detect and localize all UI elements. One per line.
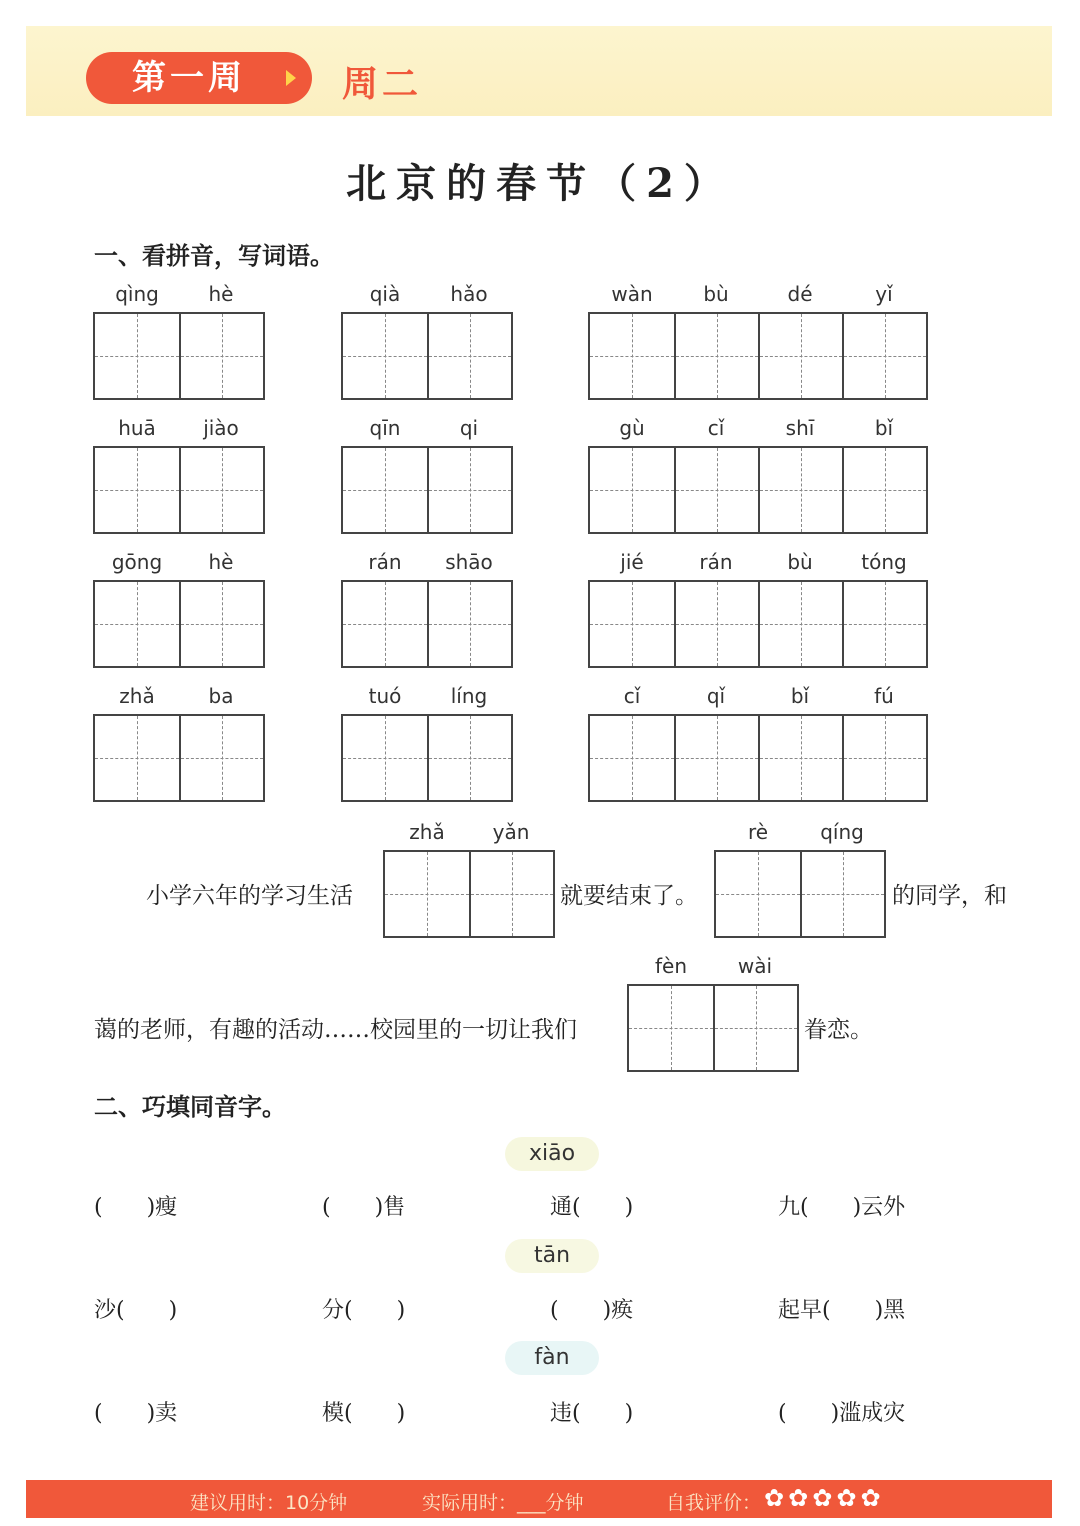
pinyin-label: zhǎ bbox=[409, 820, 445, 844]
writing-cell[interactable] bbox=[842, 716, 926, 800]
pinyin-label: wàn bbox=[611, 282, 653, 306]
writing-cell[interactable] bbox=[590, 716, 674, 800]
writing-grid[interactable] bbox=[341, 714, 513, 802]
writing-grid[interactable] bbox=[341, 580, 513, 668]
pinyin-label: líng bbox=[450, 684, 488, 708]
writing-cell[interactable] bbox=[674, 448, 758, 532]
writing-cell[interactable] bbox=[427, 582, 511, 666]
writing-grid[interactable] bbox=[588, 714, 928, 802]
pinyin-label: bǐ bbox=[874, 416, 894, 440]
fill-blank-item[interactable]: 通( ) bbox=[550, 1195, 634, 1220]
pinyin-label: fú bbox=[874, 684, 894, 708]
page-title: 北京的春节（2） bbox=[346, 160, 734, 207]
writing-cell[interactable] bbox=[716, 852, 800, 936]
writing-cell[interactable] bbox=[842, 314, 926, 398]
fill-blank-item[interactable]: 分( ) bbox=[322, 1298, 406, 1323]
pinyin-label: rán bbox=[368, 550, 402, 574]
actual-time: 实际用时：___分钟 bbox=[422, 1492, 584, 1514]
sentence-part3: 的同学，和 bbox=[892, 883, 1007, 909]
pinyin-label: qíng bbox=[820, 820, 864, 844]
pinyin-pill-xiao: xiāo bbox=[505, 1137, 599, 1171]
writing-grid[interactable] bbox=[588, 580, 928, 668]
writing-cell[interactable] bbox=[590, 448, 674, 532]
fill-blank-item[interactable]: 违( ) bbox=[550, 1401, 634, 1426]
week-badge: 第一周 bbox=[86, 52, 312, 104]
pinyin-pill-tan: tān bbox=[505, 1239, 599, 1273]
writing-cell[interactable] bbox=[95, 582, 179, 666]
fill-blank-item[interactable]: 起早( )黑 bbox=[778, 1298, 906, 1323]
day-label: 周二 bbox=[342, 64, 423, 105]
sentence-part4: 蔼的老师，有趣的活动……校园里的一切让我们 bbox=[94, 1017, 577, 1043]
play-arrow-icon bbox=[286, 70, 296, 86]
sentence-writing-grid[interactable] bbox=[714, 850, 886, 938]
writing-grid[interactable] bbox=[93, 714, 265, 802]
sentence-writing-grid[interactable] bbox=[383, 850, 555, 938]
fill-blank-item[interactable]: 九( )云外 bbox=[778, 1195, 906, 1220]
writing-grid[interactable] bbox=[588, 446, 928, 534]
writing-cell[interactable] bbox=[95, 314, 179, 398]
writing-cell[interactable] bbox=[674, 314, 758, 398]
writing-cell[interactable] bbox=[842, 448, 926, 532]
fill-blank-item[interactable]: ( )售 bbox=[322, 1195, 406, 1220]
writing-grid[interactable] bbox=[93, 580, 265, 668]
pinyin-label: tuó bbox=[368, 684, 402, 708]
pinyin-label: dé bbox=[787, 282, 813, 306]
fill-blank-item[interactable]: 模( ) bbox=[322, 1401, 406, 1426]
writing-cell[interactable] bbox=[674, 716, 758, 800]
writing-cell[interactable] bbox=[629, 986, 713, 1070]
writing-cell[interactable] bbox=[427, 448, 511, 532]
writing-cell[interactable] bbox=[343, 716, 427, 800]
fill-blank-item[interactable]: ( )瘦 bbox=[94, 1195, 178, 1220]
section2-heading: 二、巧填同音字。 bbox=[94, 1093, 286, 1121]
fill-blank-item[interactable]: ( )痪 bbox=[550, 1298, 634, 1323]
pinyin-label: rè bbox=[747, 820, 769, 844]
writing-cell[interactable] bbox=[427, 314, 511, 398]
pinyin-label: hè bbox=[208, 282, 234, 306]
writing-grid[interactable] bbox=[588, 312, 928, 400]
writing-grid[interactable] bbox=[341, 312, 513, 400]
pinyin-pill-fan: fàn bbox=[505, 1341, 599, 1375]
fill-blank-item[interactable]: ( )卖 bbox=[94, 1401, 178, 1426]
writing-cell[interactable] bbox=[343, 448, 427, 532]
writing-cell[interactable] bbox=[179, 582, 263, 666]
pinyin-label: rán bbox=[699, 550, 733, 574]
pinyin-label: qìng bbox=[115, 282, 159, 306]
sentence-part5: 眷恋。 bbox=[804, 1017, 873, 1043]
writing-cell[interactable] bbox=[179, 314, 263, 398]
fill-blank-item[interactable]: ( )滥成灾 bbox=[778, 1401, 906, 1426]
writing-cell[interactable] bbox=[343, 582, 427, 666]
writing-cell[interactable] bbox=[427, 716, 511, 800]
pinyin-label: qīn bbox=[369, 416, 401, 440]
pinyin-label: bǐ bbox=[790, 684, 810, 708]
writing-cell[interactable] bbox=[800, 852, 884, 936]
writing-cell[interactable] bbox=[385, 852, 469, 936]
pinyin-label: ba bbox=[208, 684, 234, 708]
writing-grid[interactable] bbox=[93, 446, 265, 534]
pinyin-label: yǎn bbox=[492, 820, 530, 844]
pinyin-label: gōng bbox=[111, 550, 163, 574]
pinyin-label: gù bbox=[619, 416, 645, 440]
writing-cell[interactable] bbox=[758, 314, 842, 398]
pinyin-label: huā bbox=[118, 416, 156, 440]
writing-cell[interactable] bbox=[343, 314, 427, 398]
pinyin-label: hǎo bbox=[450, 282, 488, 306]
writing-cell[interactable] bbox=[758, 448, 842, 532]
writing-cell[interactable] bbox=[842, 582, 926, 666]
sentence-part2: 就要结束了。 bbox=[560, 883, 698, 909]
writing-cell[interactable] bbox=[758, 716, 842, 800]
pinyin-label: shī bbox=[785, 416, 815, 440]
writing-cell[interactable] bbox=[590, 582, 674, 666]
rating-flower-icons[interactable]: ✿✿✿✿✿ bbox=[764, 1484, 885, 1512]
self-evaluation-label: 自我评价： bbox=[666, 1492, 762, 1514]
pinyin-label: cǐ bbox=[623, 684, 641, 708]
writing-grid[interactable] bbox=[93, 312, 265, 400]
pinyin-label: fèn bbox=[654, 954, 688, 978]
writing-cell[interactable] bbox=[674, 582, 758, 666]
pinyin-label: tóng bbox=[861, 550, 907, 574]
pinyin-label: yǐ bbox=[875, 282, 893, 306]
sentence-part1: 小学六年的学习生活 bbox=[146, 883, 353, 909]
pinyin-label: wài bbox=[737, 954, 773, 978]
writing-cell[interactable] bbox=[590, 314, 674, 398]
writing-cell[interactable] bbox=[469, 852, 553, 936]
pinyin-label: qǐ bbox=[706, 684, 726, 708]
writing-cell[interactable] bbox=[179, 716, 263, 800]
pinyin-label: bù bbox=[787, 550, 813, 574]
sentence-writing-grid[interactable] bbox=[627, 984, 799, 1072]
pinyin-label: jiào bbox=[203, 416, 239, 440]
pinyin-label: shāo bbox=[445, 550, 493, 574]
pinyin-label: zhǎ bbox=[119, 684, 155, 708]
suggested-time: 建议用时：10分钟 bbox=[190, 1492, 348, 1514]
writing-cell[interactable] bbox=[758, 582, 842, 666]
pinyin-label: bù bbox=[703, 282, 729, 306]
pinyin-label: qià bbox=[369, 282, 401, 306]
pinyin-label: cǐ bbox=[707, 416, 725, 440]
writing-cell[interactable] bbox=[179, 448, 263, 532]
writing-cell[interactable] bbox=[95, 448, 179, 532]
section1-heading: 一、看拼音，写词语。 bbox=[94, 242, 334, 270]
fill-blank-item[interactable]: 沙( ) bbox=[94, 1298, 178, 1323]
pinyin-label: hè bbox=[208, 550, 234, 574]
writing-grid[interactable] bbox=[341, 446, 513, 534]
writing-cell[interactable] bbox=[95, 716, 179, 800]
writing-cell[interactable] bbox=[713, 986, 797, 1070]
pinyin-label: qi bbox=[459, 416, 479, 440]
pinyin-label: jié bbox=[620, 550, 644, 574]
